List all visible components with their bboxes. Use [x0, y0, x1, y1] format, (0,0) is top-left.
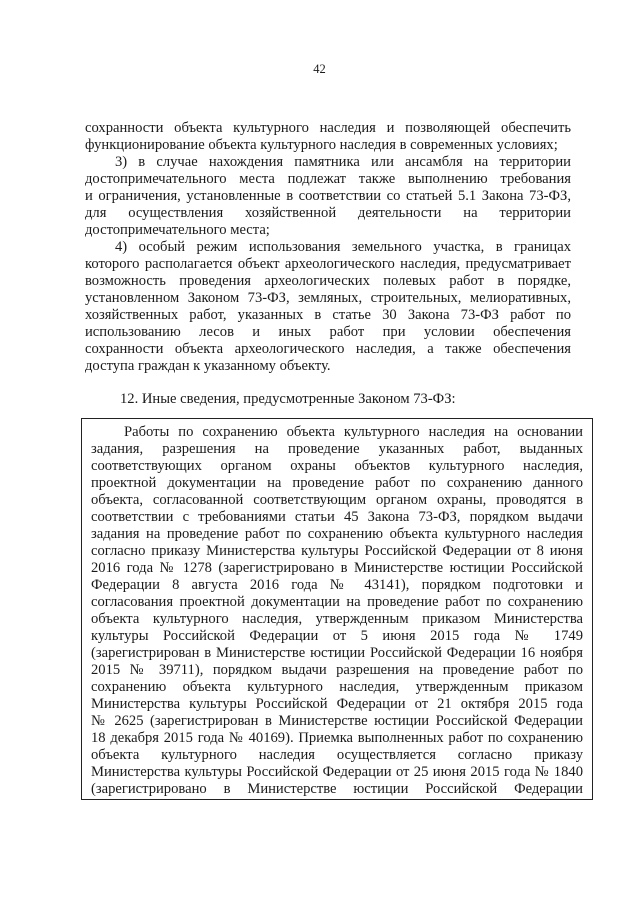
- box-text-line: Работы по сохранению объекта культурного наследия на основании: [124, 424, 583, 440]
- section-heading: 12. Иные сведения, предусмотренные Законом 73-ФЗ:: [120, 391, 456, 407]
- box-text-line: проектной документации на проведение работ по сохранению данного: [91, 475, 583, 491]
- box-text-line: согласно приказу Министерства культуры Российской Федерации от 8 июня: [91, 543, 583, 559]
- page-number: 42: [313, 62, 326, 76]
- text-line: установленном Законом 73-ФЗ, земляных, строительных, мелиоративных,: [85, 290, 571, 306]
- box-text-line: 18 декабря 2015 года № 40169). Приемка выполненных работ по сохранению: [91, 730, 583, 746]
- text-line: доступа граждан к указанному объекту.: [85, 358, 331, 374]
- box-text-line: объекта культурного наследия осуществляется согласно приказу: [91, 747, 583, 763]
- text-line: 4) особый режим использования земельного участка, в границах: [115, 239, 571, 255]
- box-text-line: соответствующих органом охраны объектов культурного наследия,: [91, 458, 583, 474]
- text-line: функционирование объекта культурного наследия в современных условиях;: [85, 137, 558, 153]
- box-text-line: Министерства культуры Российской Федерации от 25 июня 2015 года № 1840: [91, 764, 583, 780]
- box-text-line: (зарегистрирован в Министерстве юстиции Российской Федерации 16 ноября: [91, 645, 583, 661]
- text-line: хозяйственных работ, указанных в статье 30 Закона 73-ФЗ работ по: [85, 307, 571, 323]
- text-line: сохранности объекта археологического наследия, а также обеспечения: [85, 341, 571, 357]
- text-line: и ограничения, установленные в соответствии со статьей 5.1 Закона 73-ФЗ,: [85, 188, 571, 204]
- box-text-line: сохранению объекта культурного наследия, утвержденным приказом: [91, 679, 583, 695]
- text-line: которого располагается объект археологического наследия, предусматривает: [85, 256, 571, 272]
- text-line: сохранности объекта культурного наследия и позволяющей обеспечить: [85, 120, 571, 136]
- box-text-line: соответствии с требованиями статьи 45 Закона 73-ФЗ, порядком выдачи: [91, 509, 583, 525]
- box-text-line: 2016 года № 1278 (зарегистрировано в Министерстве юстиции Российской: [91, 560, 583, 576]
- text-line: возможность проведения археологических полевых работ в порядке,: [85, 273, 571, 289]
- box-text-line: 2015 № 39711), порядком выдачи разрешения на проведение работ по: [91, 662, 583, 678]
- text-line: 3) в случае нахождения памятника или ансамбля на территории: [115, 154, 571, 170]
- box-text-line: задания, разрешения на проведение указанных работ, выданных: [91, 441, 583, 457]
- box-text-line: согласования проектной документации на проведение работ по сохранению: [91, 594, 583, 610]
- box-text-line: объекта культурного наследия, утвержденным приказом Министерства: [91, 611, 583, 627]
- box-text-line: задания на проведение работ по сохранению объекта культурного наследия: [91, 526, 583, 542]
- text-line: достопримечательного места;: [85, 222, 270, 238]
- box-text-line: культуры Российской Федерации от 5 июня 2015 года № 1749: [91, 628, 583, 644]
- text-line: достопримечательного места подлежат также выполнению требования: [85, 171, 571, 187]
- box-text-line: Федерации 8 августа 2016 года № 43141), порядком подготовки и: [91, 577, 583, 593]
- box-text-line: № 2625 (зарегистрирован в Министерстве юстиции Российской Федерации: [91, 713, 583, 729]
- text-line: использованию лесов и иных работ при условии обеспечения: [85, 324, 571, 340]
- box-text-line: объекта, согласованной соответствующим органом охраны, проводятся в: [91, 492, 583, 508]
- box-text-line: (зарегистрировано в Министерстве юстиции Российской Федерации: [91, 781, 583, 797]
- text-line: для осуществления хозяйственной деятельности на территории: [85, 205, 571, 221]
- box-text-line: Министерства культуры Российской Федерации от 21 октября 2015 года: [91, 696, 583, 712]
